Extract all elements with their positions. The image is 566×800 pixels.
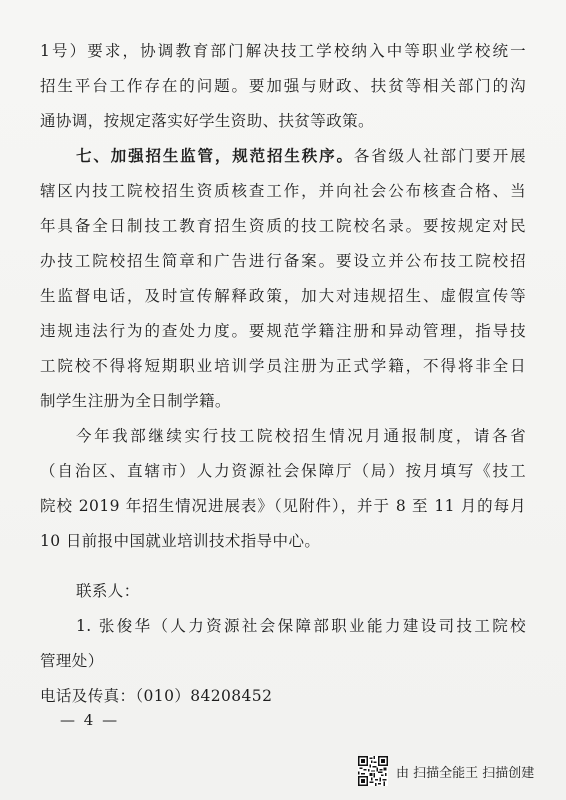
contact-1-name: 1. 张俊华（人力资源社会保障部职业能力建设司技工院校 [76, 617, 526, 635]
contact-1-phone: 电话及传真：（010）84208452 [40, 687, 273, 705]
scanner-watermark-text: 由 扫描全能王 扫描创建 [396, 765, 535, 781]
section-7-first-line [76, 145, 526, 167]
section-7-first-text: 各省级人社部门要开展 [353, 147, 526, 165]
body-line-8: 生监督电话，及时宣传解释政策，加大对违规招生、虚假宣传等 [40, 287, 526, 305]
body-line-2: 招生平台工作存在的问题。要加强与财政、扶贫等相关部门的沟 [40, 77, 526, 95]
scanner-watermark [358, 758, 534, 784]
body-line-1: 1号）要求，协调教育部门解决技工学校纳入中等职业学校统一 [40, 42, 526, 60]
body-line-11: 制学生注册为全日制学籍。 [40, 392, 231, 410]
body-line-6: 年具备全日制技工教育招生资质的技工院校名录。要按规定对民 [40, 217, 526, 235]
body-line-5: 辖区内技工院校招生资质核查工作，并向社会公布核查合格、当 [40, 182, 526, 200]
contacts-label: 联系人： [76, 582, 140, 600]
body-line-15: 10 日前报中国就业培训技术指导中心。 [40, 532, 321, 550]
body-line-10: 工院校不得将短期职业培训学员注册为正式学籍，不得将非全日 [40, 357, 526, 375]
body-line-9: 违规违法行为的查处力度。要规范学籍注册和异动管理，指导技 [40, 322, 526, 340]
body-line-3: 通协调，按规定落实好学生资助、扶贫等政策。 [40, 112, 374, 130]
section-7-heading: 七、加强招生监管，规范招生秩序。 [76, 146, 354, 165]
body-line-12: 今年我部继续实行技工院校招生情况月通报制度，请各省 [76, 427, 526, 445]
body-line-13: （自治区、直辖市）人力资源社会保障厅（局）按月填写《技工 [40, 462, 526, 480]
body-line-14: 院校 2019 年招生情况进展表》（见附件），并于 8 至 11 月的每月 [40, 497, 526, 515]
qr-code-icon [358, 756, 388, 786]
page-number: — 4 — [60, 711, 120, 729]
contact-1-dept-cont: 管理处） [40, 652, 104, 670]
body-line-7: 办技工院校招生简章和广告进行备案。要设立并公布技工院校招 [40, 252, 526, 270]
